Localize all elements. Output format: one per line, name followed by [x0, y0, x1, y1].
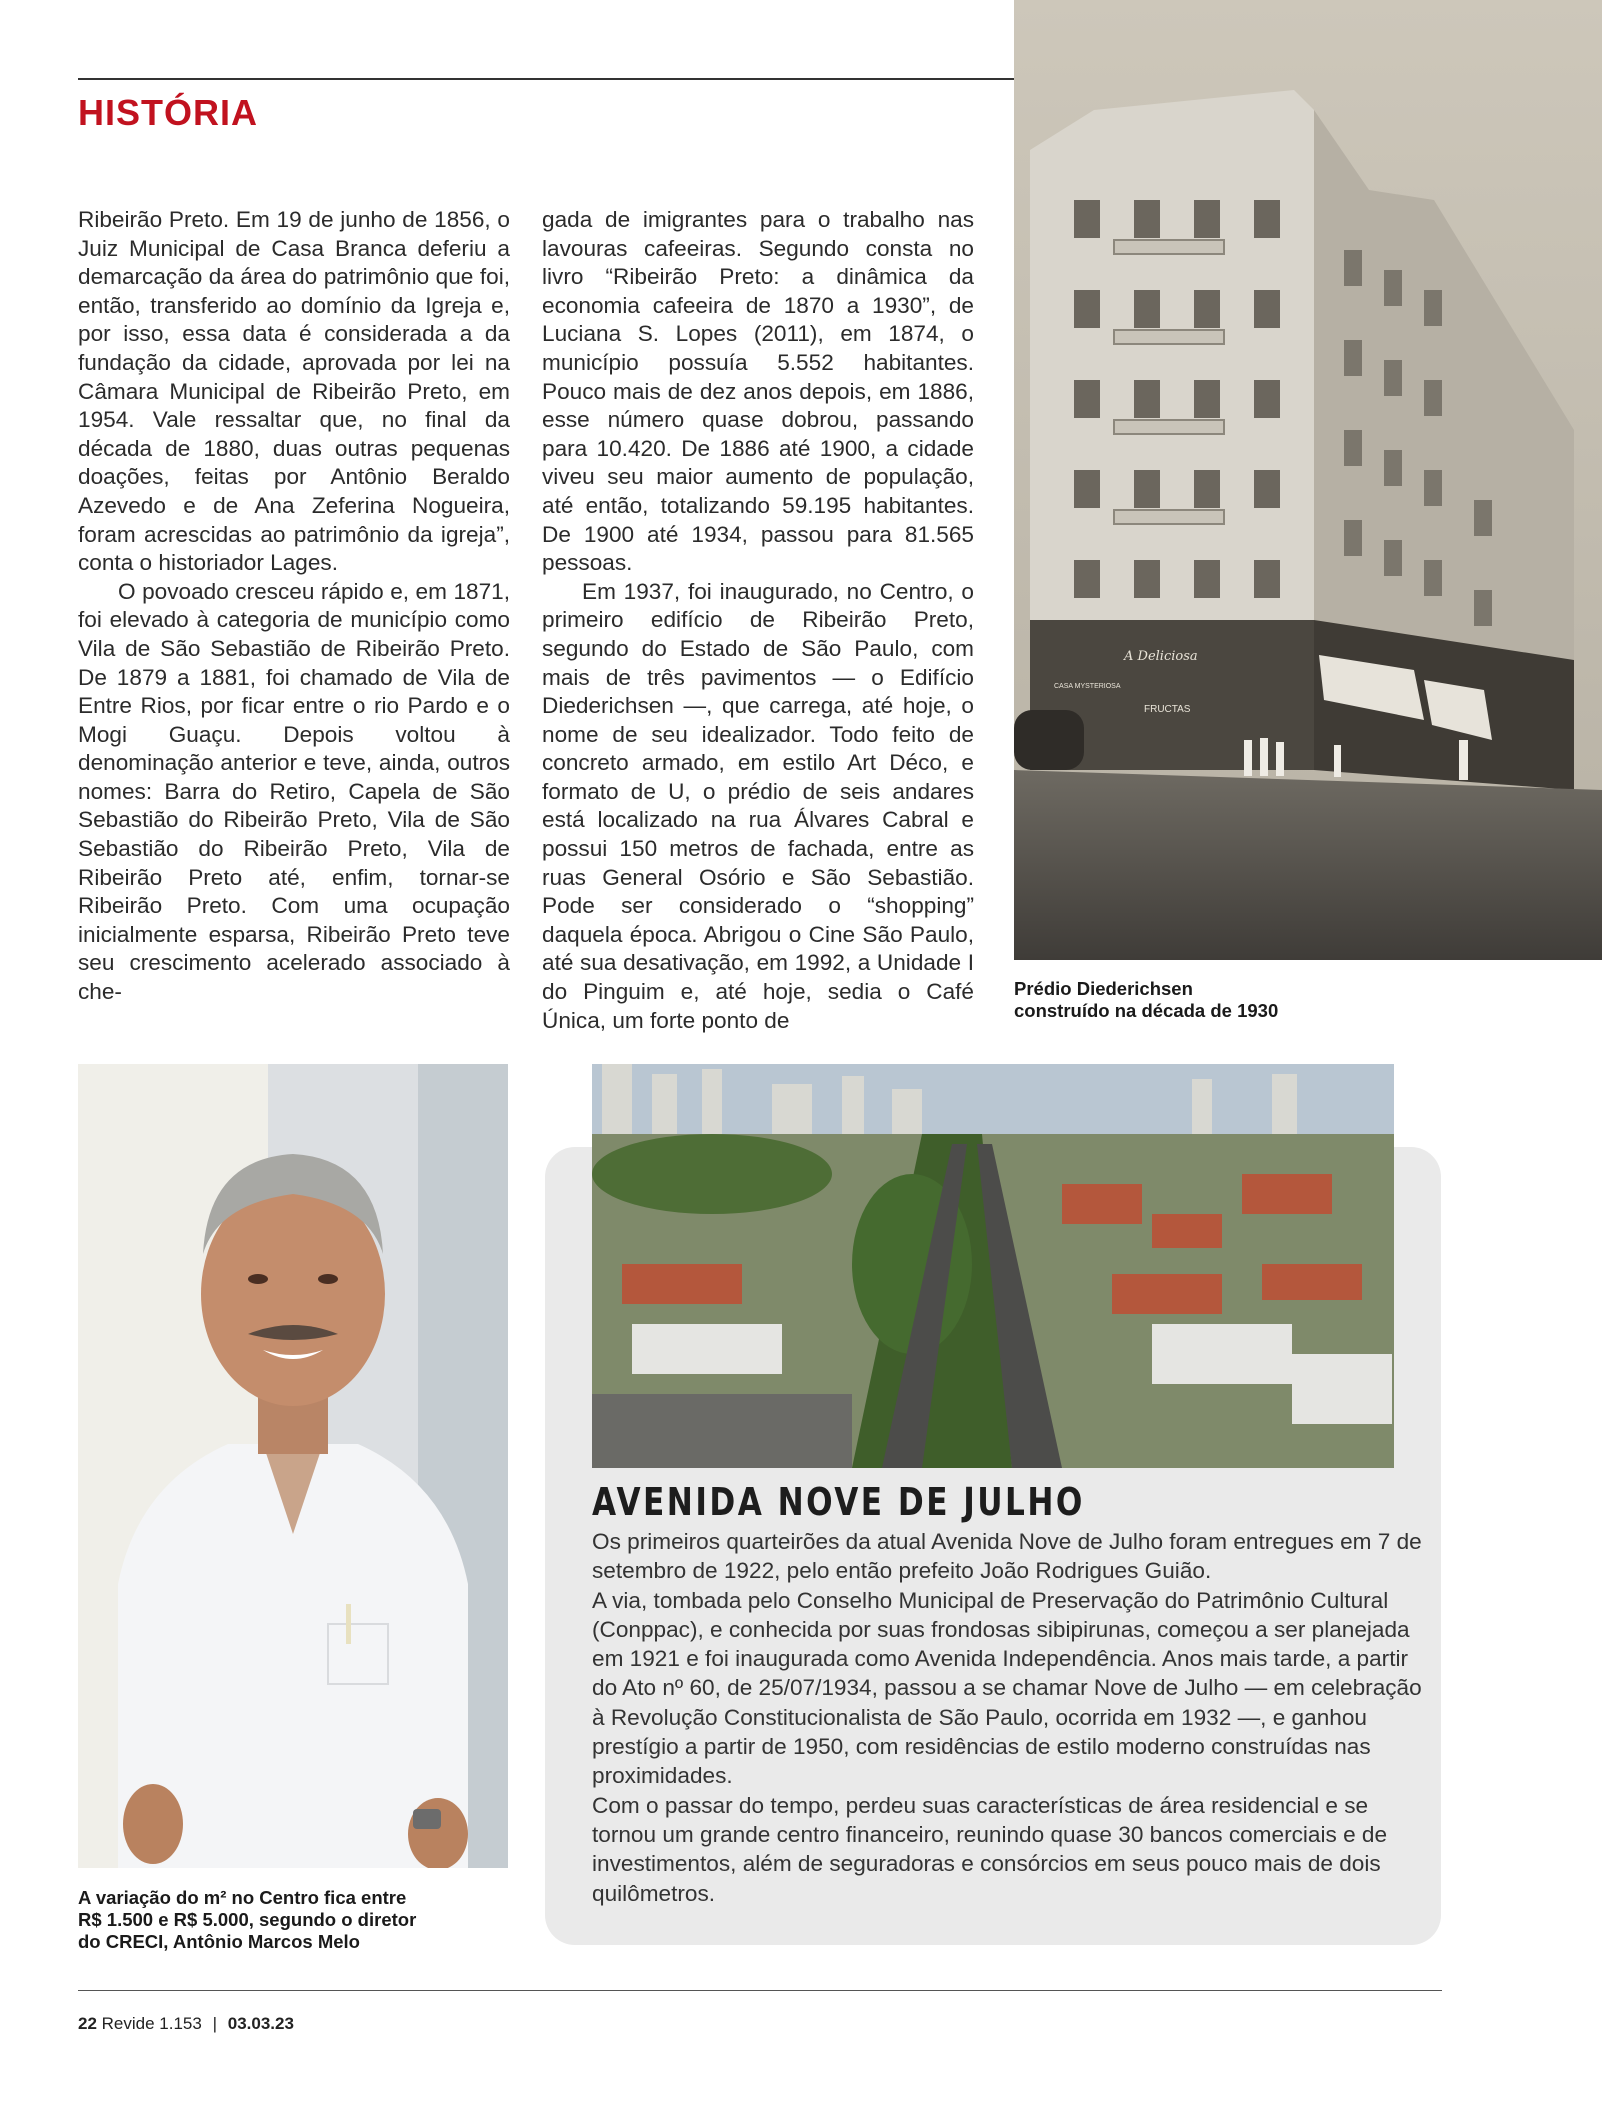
building-caption-line-2: construído na década de 1930 — [1014, 1000, 1279, 1021]
aerial-photo — [592, 1064, 1394, 1468]
portrait-caption-line-1: A variação do m² no Centro fica entre — [78, 1887, 407, 1908]
portrait-caption-line-3: do CRECI, Antônio Marcos Melo — [78, 1931, 360, 1952]
footer-separator: | — [212, 2014, 217, 2033]
top-rule — [78, 78, 1016, 80]
sidebar-paragraph: Os primeiros quarteirões da atual Avenida Nove de Julho foram entregues em 7 de setembro de 1922, pelo então prefeito João Rodrigues Guião. — [592, 1529, 1422, 1584]
section-title: HISTÓRIA — [78, 92, 259, 133]
page-number: 22 — [78, 2014, 97, 2033]
article-paragraph: Ribeirão Preto. Em 19 de junho de 1856, o Juiz Municipal de Casa Branca deferiu a demarcação da área do patrimônio que foi, então, transferido ao domínio da Igreja e, por isso, essa data é considerada a da fundação da cidade, aprovada por lei na Câmara Municipal de Ribeirão Preto, em 1954. Vale ressaltar que, no final da década de 1880, duas outras pequenas doações, feitas por Antônio Beraldo Azevedo e de Ana Zeferina Nogueira, foram acrescidas ao patrimônio da igreja”, conta o historiador Lages. — [78, 207, 510, 576]
building-caption — [1014, 978, 1414, 1022]
issue-date: 03.03.23 — [227, 2014, 294, 2033]
portrait-caption — [78, 1887, 498, 1953]
sidebar-paragraph: Com o passar do tempo, perdeu suas características de área residencial e se tornou um grande centro financeiro, reunindo quase 30 bancos comerciais e de investimentos, além de seguradoras e consórcios em seus pouco mais de dois quilômetros. — [592, 1792, 1388, 1906]
sign-casa-mysteriosa: CASA MYSTERIOSA — [1054, 683, 1121, 690]
sidebar-body — [592, 1527, 1422, 1908]
article-column-2 — [542, 206, 974, 1035]
article-paragraph: O povoado cresceu rápido e, em 1871, foi elevado à categoria de município como Vila de São Sebastião de Ribeirão Preto. De 1879 a 1881, foi chamado de Vila de Entre Rios, por ficar entre o rio Pardo e o Mogi Guaçu. Depois voltou à denominação anterior e teve, ainda, outros nomes: Barra do Retiro, Capela de São Sebastião do Ribeirão Preto, Vila de São Sebastião do Ribeirão Preto, Vila de Ribeirão Preto até, enfim, tornar-se Ribeirão Preto. Com uma ocupação inicialmente esparsa, Ribeirão Preto teve seu crescimento acelerado associado à che- — [78, 578, 510, 1005]
sign-a-deliciosa: A Deliciosa — [1124, 649, 1198, 664]
sidebar-paragraph: A via, tombada pelo Conselho Municipal de Preservação do Patrimônio Cultural (Conppac), e conhecida por suas frondosas sibipirunas, começou a ser planejada em 1921 e foi inaugurada como Avenida Independência. Anos mais tarde, a partir do Ato nº 60, de 25/07/1934, passou a se chamar Nove de Julho — em celebração à Revolução Constitucionalista de São Paulo, ocorrida em 1932 —, e ganhou prestígio a partir de 1950, com residências de estilo moderno construídas nas proximidades. — [592, 1587, 1422, 1789]
article-paragraph: gada de imigrantes para o trabalho nas lavouras cafeeiras. Segundo consta no livro “Ribeirão Preto: a dinâmica da economia cafeeira de 1870 a 1930”, de Luciana S. Lopes (2011), em 1874, o município possuía 5.552 habitantes. Pouco mais de dez anos depois, em 1886, esse número quase dobrou, passando para 10.420. De 1886 até 1900, a cidade viveu seu maior aumento de população, até então, totalizando 59.195 habitantes. De 1900 até 1934, passou para 81.565 pessoas. — [542, 207, 974, 576]
building-photo — [1014, 0, 1602, 960]
sign-fructas: FRUCTAS — [1144, 704, 1191, 715]
sidebar-title: AVENIDA NOVE DE JULHO — [592, 1480, 1085, 1524]
portrait-photo — [78, 1064, 508, 1868]
portrait-caption-line-2: R$ 1.500 e R$ 5.000, segundo o diretor — [78, 1909, 417, 1930]
building-caption-line-1: Prédio Diederichsen — [1014, 978, 1193, 999]
bottom-rule — [78, 1990, 1442, 1991]
magazine-issue: Revide 1.153 — [101, 2014, 202, 2033]
article-column-1 — [78, 206, 510, 1007]
page-footer — [78, 2014, 294, 2034]
article-paragraph: Em 1937, foi inaugurado, no Centro, o primeiro edifício de Ribeirão Preto, segundo do Estado de São Paulo, com mais de três pavimentos — o Edifício Diederichsen —, que carrega, até hoje, o nome de seu idealizador. Todo feito de concreto armado, em estilo Art Déco, e formato de U, o prédio de seis andares está localizado na rua Álvares Cabral e possui 150 metros de fachada, entre as ruas General Osório e São Sebastião. Pode ser considerado o “shopping” daquela época. Abrigou o Cine São Paulo, até sua desativação, em 1992, a Unidade I do Pinguim e, até hoje, sedia o Café Única, um forte ponto de — [542, 578, 974, 1033]
